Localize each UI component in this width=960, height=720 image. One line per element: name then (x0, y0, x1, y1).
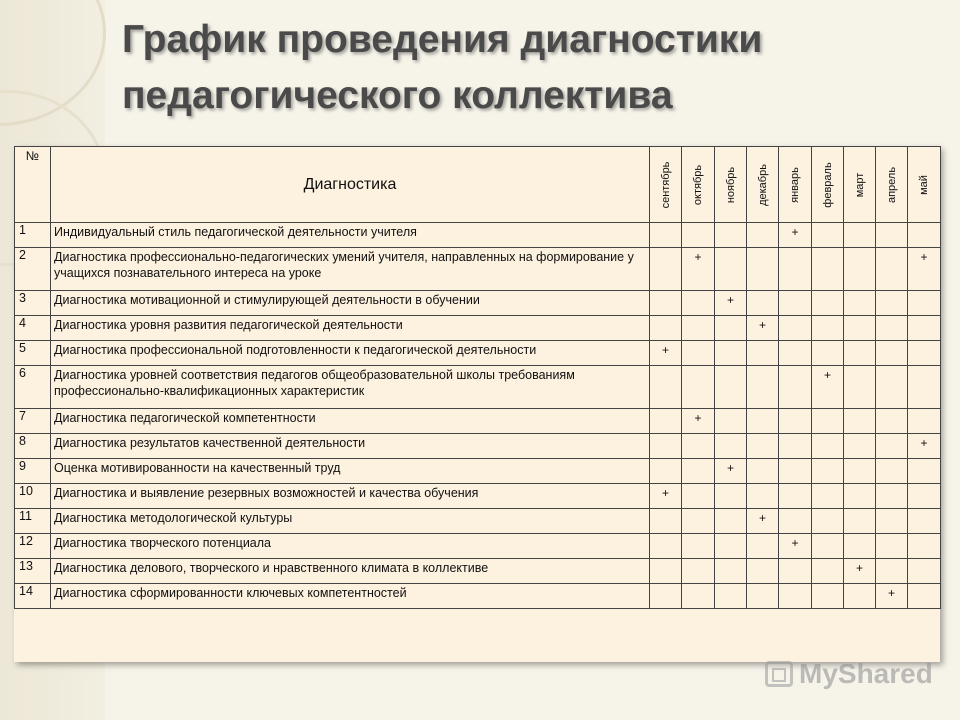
month-cell: + (747, 509, 779, 534)
month-cell (747, 248, 779, 291)
month-cell (715, 584, 747, 609)
row-number: 14 (15, 584, 51, 609)
month-cell (812, 459, 844, 484)
header-month: май (908, 147, 941, 223)
month-cell: + (682, 248, 715, 291)
month-cell (908, 584, 941, 609)
month-cell (715, 484, 747, 509)
month-cell (682, 291, 715, 316)
month-cell (844, 584, 876, 609)
month-cell (812, 291, 844, 316)
table-row (15, 248, 941, 291)
month-cell: + (876, 584, 908, 609)
diagnostics-schedule-table (14, 146, 940, 662)
month-cell (779, 366, 812, 409)
month-cell (812, 534, 844, 559)
month-cell (682, 559, 715, 584)
month-cell (650, 434, 682, 459)
month-cell (682, 341, 715, 366)
month-cell (682, 584, 715, 609)
watermark-text: MyShared (799, 658, 933, 689)
row-diagnostic-name: Диагностика уровня развития педагогической деятельности (51, 316, 650, 341)
month-cell (908, 316, 941, 341)
table-row (15, 223, 941, 248)
month-cell (876, 316, 908, 341)
month-cell: + (715, 291, 747, 316)
row-number: 11 (15, 509, 51, 534)
month-cell (844, 459, 876, 484)
row-number: 7 (15, 409, 51, 434)
month-cell (876, 434, 908, 459)
month-cell (747, 341, 779, 366)
month-cell (779, 341, 812, 366)
month-cell (908, 366, 941, 409)
month-cell (812, 316, 844, 341)
month-cell (844, 248, 876, 291)
month-cell (876, 366, 908, 409)
month-cell (812, 484, 844, 509)
row-number: 10 (15, 484, 51, 509)
month-cell (715, 223, 747, 248)
header-diagnostics: Диагностика (51, 147, 650, 223)
table-row (15, 509, 941, 534)
month-cell (747, 434, 779, 459)
month-cell (876, 409, 908, 434)
month-cell (682, 223, 715, 248)
row-diagnostic-name: Диагностика методологической культуры (51, 509, 650, 534)
row-number: 8 (15, 434, 51, 459)
month-cell (779, 484, 812, 509)
month-cell (682, 366, 715, 409)
row-number: 4 (15, 316, 51, 341)
month-cell (876, 341, 908, 366)
month-cell (747, 291, 779, 316)
month-cell: + (779, 534, 812, 559)
table-row (15, 316, 941, 341)
row-diagnostic-name: Диагностика результатов качественной деятельности (51, 434, 650, 459)
row-diagnostic-name: Диагностика и выявление резервных возможностей и качества обучения (51, 484, 650, 509)
month-cell (908, 409, 941, 434)
table-row (15, 584, 941, 609)
month-cell (876, 291, 908, 316)
month-cell (682, 509, 715, 534)
row-number: 2 (15, 248, 51, 291)
month-cell: + (844, 559, 876, 584)
month-cell: + (908, 434, 941, 459)
table-row (15, 559, 941, 584)
month-cell: + (650, 484, 682, 509)
month-cell (747, 559, 779, 584)
month-cell (908, 291, 941, 316)
month-cell (650, 291, 682, 316)
month-cell (747, 223, 779, 248)
month-cell (779, 584, 812, 609)
month-cell: + (812, 366, 844, 409)
slide-title: График проведения диагностики педагогического коллектива (122, 18, 763, 117)
month-cell: + (682, 409, 715, 434)
month-cell (876, 559, 908, 584)
month-cell (844, 534, 876, 559)
month-cell: + (908, 248, 941, 291)
month-cell (876, 248, 908, 291)
month-cell (682, 434, 715, 459)
month-cell (747, 459, 779, 484)
month-cell (715, 341, 747, 366)
month-cell (812, 434, 844, 459)
month-cell (682, 459, 715, 484)
row-diagnostic-name: Диагностика профессионально-педагогических умений учителя, направленных на формирование у учащихся познавательного интереса на уроке (51, 248, 650, 291)
table-row (15, 459, 941, 484)
month-cell (908, 534, 941, 559)
month-cell (779, 316, 812, 341)
month-cell (650, 409, 682, 434)
row-number: 3 (15, 291, 51, 316)
month-cell (779, 459, 812, 484)
header-month: декабрь (747, 147, 779, 223)
month-cell (779, 434, 812, 459)
row-diagnostic-name: Диагностика уровней соответствия педагогов общеобразовательной школы требованиям профессионально-квалификационных характеристик (51, 366, 650, 409)
header-month: февраль (812, 147, 844, 223)
table-row (15, 434, 941, 459)
month-cell (812, 584, 844, 609)
header-month: март (844, 147, 876, 223)
month-cell (715, 409, 747, 434)
month-cell (908, 484, 941, 509)
month-cell (715, 509, 747, 534)
month-cell (844, 434, 876, 459)
month-cell (908, 459, 941, 484)
row-diagnostic-name: Диагностика педагогической компетентности (51, 409, 650, 434)
row-number: 6 (15, 366, 51, 409)
month-cell (747, 366, 779, 409)
month-cell (650, 316, 682, 341)
row-diagnostic-name: Диагностика сформированности ключевых компетентностей (51, 584, 650, 609)
month-cell (682, 316, 715, 341)
row-diagnostic-name: Диагностика делового, творческого и нравственного климата в коллективе (51, 559, 650, 584)
row-number: 9 (15, 459, 51, 484)
month-cell (715, 559, 747, 584)
month-cell (682, 484, 715, 509)
month-cell (747, 534, 779, 559)
month-cell (908, 223, 941, 248)
month-cell (908, 559, 941, 584)
month-cell (908, 509, 941, 534)
month-cell (747, 584, 779, 609)
month-cell (876, 509, 908, 534)
table-row (15, 366, 941, 409)
month-cell (747, 484, 779, 509)
month-cell (715, 366, 747, 409)
month-cell (844, 484, 876, 509)
month-cell (876, 484, 908, 509)
month-cell: + (715, 459, 747, 484)
header-month: январь (779, 147, 812, 223)
row-number: 12 (15, 534, 51, 559)
table-row (15, 534, 941, 559)
month-cell (908, 341, 941, 366)
month-cell (812, 223, 844, 248)
month-cell (650, 534, 682, 559)
table-row (15, 341, 941, 366)
month-cell (812, 409, 844, 434)
month-cell (844, 509, 876, 534)
month-cell (747, 409, 779, 434)
month-cell (715, 316, 747, 341)
table-row (15, 409, 941, 434)
month-cell (779, 559, 812, 584)
month-cell (844, 366, 876, 409)
header-month: октябрь (682, 147, 715, 223)
month-cell (779, 291, 812, 316)
month-cell (650, 559, 682, 584)
month-cell (844, 316, 876, 341)
month-cell (650, 459, 682, 484)
header-number: № (15, 147, 51, 223)
myshared-logo-icon (765, 661, 793, 687)
month-cell (650, 366, 682, 409)
watermark (765, 656, 933, 692)
month-cell: + (779, 223, 812, 248)
month-cell (650, 584, 682, 609)
month-cell (876, 534, 908, 559)
header-month: апрель (876, 147, 908, 223)
table-row (15, 484, 941, 509)
row-number: 5 (15, 341, 51, 366)
row-diagnostic-name: Индивидуальный стиль педагогической деятельности учителя (51, 223, 650, 248)
month-cell (844, 341, 876, 366)
header-month: сентябрь (650, 147, 682, 223)
month-cell (844, 409, 876, 434)
month-cell (844, 291, 876, 316)
month-cell (650, 509, 682, 534)
row-number: 1 (15, 223, 51, 248)
month-cell (715, 248, 747, 291)
month-cell (876, 459, 908, 484)
month-cell (779, 509, 812, 534)
header-month: ноябрь (715, 147, 747, 223)
month-cell (779, 248, 812, 291)
row-diagnostic-name: Диагностика творческого потенциала (51, 534, 650, 559)
month-cell (812, 248, 844, 291)
month-cell (715, 434, 747, 459)
row-diagnostic-name: Диагностика мотивационной и стимулирующей деятельности в обучении (51, 291, 650, 316)
month-cell (650, 248, 682, 291)
month-cell (844, 223, 876, 248)
month-cell (650, 223, 682, 248)
row-diagnostic-name: Оценка мотивированности на качественный труд (51, 459, 650, 484)
month-cell: + (747, 316, 779, 341)
row-diagnostic-name: Диагностика профессиональной подготовленности к педагогической деятельности (51, 341, 650, 366)
month-cell (876, 223, 908, 248)
month-cell (812, 559, 844, 584)
row-number: 13 (15, 559, 51, 584)
month-cell (779, 409, 812, 434)
month-cell (812, 341, 844, 366)
month-cell: + (650, 341, 682, 366)
month-cell (682, 534, 715, 559)
month-cell (812, 509, 844, 534)
table-header-row (15, 147, 941, 223)
month-cell (715, 534, 747, 559)
table-row (15, 291, 941, 316)
